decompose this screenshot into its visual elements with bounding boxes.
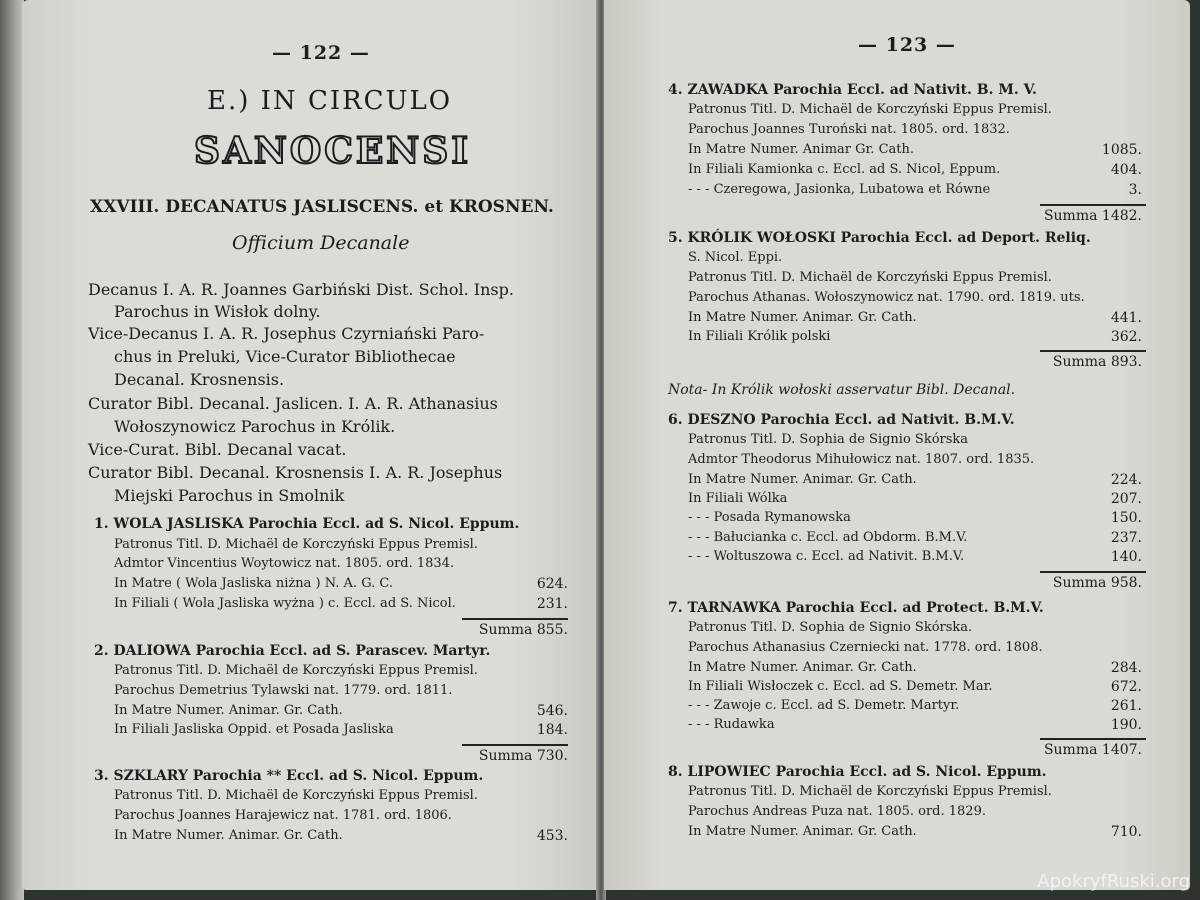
right-page-number: — 123 — [858,34,956,56]
decanatus-heading: XXVIII. DECANATUS JASLISCENS. et KROSNEN. [90,197,554,217]
parish-line: In Filiali Królik polski [688,329,831,344]
population-number: 672. [1110,679,1142,695]
parish-heading: 4. ZAWADKA Parochia Eccl. ad Nativit. B. M. V. [668,82,1037,98]
population-number: 1085. [1101,142,1142,158]
parish-line: Patronus Titl. D. Michaël de Korczyński Eppus Premisl. [114,537,478,552]
parish-line: Patronus Titl. D. Michaël de Korczyński Eppus Premisl. [114,663,478,678]
parish-line: - - - Posada Rymanowska [688,510,851,525]
population-number: 224. [1110,472,1142,488]
parish-line: - - - Bałucianka c. Eccl. ad Obdorm. B.M.V. [688,530,968,545]
parish-line: In Filiali Wólka [688,491,788,506]
sum-rule [462,744,568,746]
parish-line: Patronus Titl. D. Michaël de Korczyński Eppus Premisl. [688,784,1052,799]
parish-line: Parochus Joannes Turoński nat. 1805. ord. 1832. [688,122,1010,137]
parish-heading: 6. DESZNO Parochia Eccl. ad Nativit. B.M.V. [668,412,1015,428]
left-page [22,0,600,890]
population-number: 453. [536,828,568,844]
summa-total: Summa 730. [478,748,568,764]
population-number: 362. [1110,329,1142,345]
population-number: 190. [1110,717,1142,733]
parish-line: In Matre Numer. Animar. Gr. Cath. [688,824,917,839]
summa-total: Summa 958. [1052,575,1142,591]
parish-line: - - - Woltuszowa c. Eccl. ad Nativit. B.M.V. [688,549,965,564]
parish-line: Parochus Demetrius Tylawski nat. 1779. ord. 1811. [114,683,453,698]
parish-line: In Matre Numer. Animar. Gr. Cath. [688,310,917,325]
decanal-line: Miejski Parochus in Smolnik [114,486,345,505]
parish-heading: 3. SZKLARY Parochia ** Eccl. ad S. Nicol. Eppum. [94,768,484,784]
population-number: 140. [1110,549,1142,565]
decanal-line: Decanal. Krosnensis. [114,370,285,389]
decanal-line: Vice-Decanus I. A. R. Josephus Czyrniański Paro- [88,324,485,343]
sanocensi-title: SANOCENSI [194,130,472,172]
population-number: 207. [1110,491,1142,507]
parish-line: In Matre Numer. Animar. Gr. Cath. [688,660,917,675]
decanal-line: Parochus in Wisłok dolny. [114,302,321,321]
parish-line: In Filiali ( Wola Jasliska wyżna ) c. Eccl. ad S. Nicol. [114,596,456,611]
parish-line: Parochus Athanasius Czerniecki nat. 1778. ord. 1808. [688,640,1043,655]
decanal-line: Decanus I. A. R. Joannes Garbiński Dist. Schol. Insp. [88,280,514,299]
parish-line: Parochus Joannes Harajewicz nat. 1781. ord. 1806. [114,808,452,823]
population-number: 441. [1110,310,1142,326]
decanal-line: Wołoszynowicz Parochus in Królik. [114,417,396,436]
population-number: 3. [1128,182,1142,198]
sum-rule [1040,350,1146,352]
right-page [604,0,1190,890]
parish-line: In Matre Numer. Animar. Gr. Cath. [114,828,343,843]
parish-line: Admtor Theodorus Mihułowicz nat. 1807. ord. 1835. [688,452,1035,467]
decanal-line: Vice-Curat. Bibl. Decanal vacat. [88,440,347,459]
parish-line: Patronus Titl. D. Sophia de Signio Skórska [688,432,969,447]
book-edge [0,0,24,900]
parish-line: - - - Zawoje c. Eccl. ad S. Demetr. Martyr. [688,698,960,713]
sum-rule [1040,738,1146,740]
parish-line: In Filiali Kamionka c. Eccl. ad S. Nicol, Eppum. [688,162,1001,177]
parish-line: In Matre ( Wola Jasliska niżna ) N. A. G. C. [114,576,393,591]
parish-line: In Matre Numer. Animar. Gr. Cath. [688,472,917,487]
decanal-line: Curator Bibl. Decanal. Krosnensis I. A. R. Josephus [88,463,503,482]
parish-line: In Matre Numer. Animar. Gr. Cath. [114,703,343,718]
sum-rule [1040,204,1146,206]
officium-decanale: Officium Decanale [232,232,410,254]
parish-heading: 1. WOLA JASLISKA Parochia Eccl. ad S. Nicol. Eppum. [94,516,520,532]
watermark: ApokryfRuski.org [1037,871,1190,892]
population-number: 710. [1110,824,1142,840]
summa-total: Summa 1407. [1043,742,1142,758]
left-page-number: — 122 — [272,42,370,64]
parish-line: Parochus Athanas. Wołoszynowicz nat. 1790. ord. 1819. uts. [688,290,1085,305]
parish-heading: 7. TARNAWKA Parochia Eccl. ad Protect. B.M.V. [668,600,1044,616]
parish-line: In Matre Numer. Animar Gr. Cath. [688,142,914,157]
population-number: 546. [536,703,568,719]
population-number: 150. [1110,510,1142,526]
population-number: 231. [536,596,568,612]
parish-heading: 2. DALIOWA Parochia Eccl. ad S. Parascev. Martyr. [94,643,491,659]
parish-line: In Filiali Jasliska Oppid. et Posada Jasliska [114,722,394,737]
parish-heading: 8. LIPOWIEC Parochia Eccl. ad S. Nicol. Eppum. [668,764,1047,780]
summa-total: Summa 1482. [1043,208,1142,224]
nota-line: Nota- In Królik wołoski asservatur Bibl. Decanal. [668,382,1016,398]
parish-heading: 5. KRÓLIK WOŁOSKI Parochia Eccl. ad Deport. Reliq. [668,230,1091,246]
parish-line: - - - Czeregowa, Jasionka, Lubatowa et Równe [688,182,991,197]
population-number: 237. [1110,530,1142,546]
circle-title: E.) IN CIRCULO [207,86,453,116]
population-number: 404. [1110,162,1142,178]
sum-rule [462,618,568,620]
summa-total: Summa 893. [1052,354,1142,370]
parish-line: S. Nicol. Eppi. [688,250,783,265]
parish-line: Patronus Titl. D. Sophia de Signio Skórska. [688,620,973,635]
decanal-line: chus in Preluki, Vice-Curator Bibliothecae [114,347,456,366]
summa-total: Summa 855. [478,622,568,638]
parish-line: Patronus Titl. D. Michaël de Korczyński Eppus Premisl. [688,102,1052,117]
parish-line: Parochus Andreas Puza nat. 1805. ord. 1829. [688,804,986,819]
population-number: 284. [1110,660,1142,676]
parish-line: Admtor Vincentius Woytowicz nat. 1805. ord. 1834. [114,556,455,571]
parish-line: In Filiali Wisłoczek c. Eccl. ad S. Demetr. Mar. [688,679,993,694]
parish-line: Patronus Titl. D. Michaël de Korczyński Eppus Premisl. [688,270,1052,285]
parish-line: Patronus Titl. D. Michaël de Korczyński Eppus Premisl. [114,788,478,803]
decanal-line: Curator Bibl. Decanal. Jaslicen. I. A. R. Athanasius [88,394,498,413]
parish-line: - - - Rudawka [688,717,775,732]
sum-rule [1040,571,1146,573]
population-number: 184. [536,722,568,738]
population-number: 624. [536,576,568,592]
population-number: 261. [1110,698,1142,714]
